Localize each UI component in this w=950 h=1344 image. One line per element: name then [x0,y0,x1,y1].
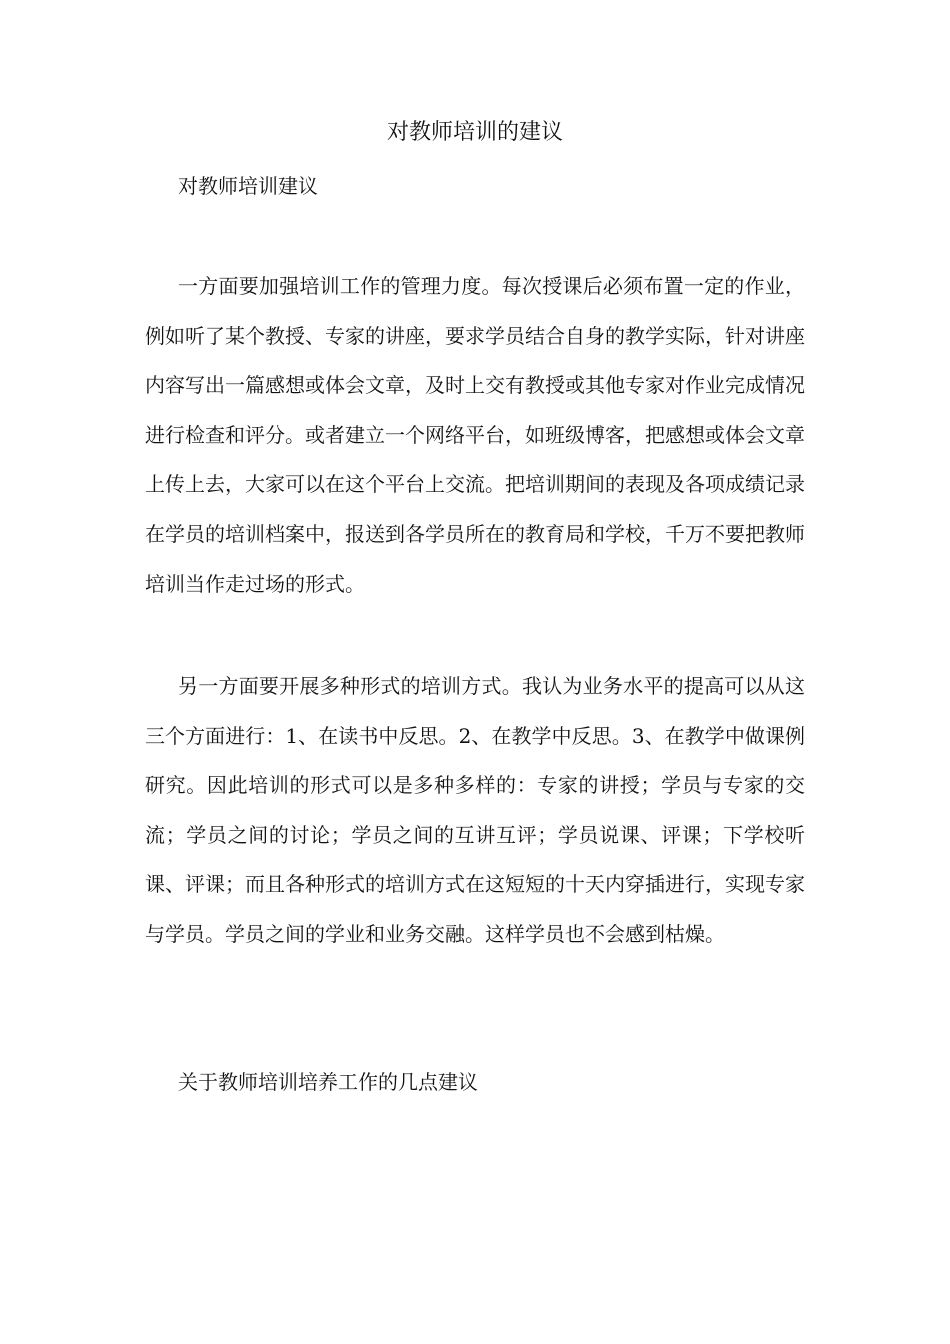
document-subtitle: 对教师培训建议 [178,174,318,198]
section-heading: 关于教师培训培养工作的几点建议 [178,1070,478,1094]
paragraph-management: 一方面要加强培训工作的管理力度。每次授课后必须布置一定的作业，例如听了某个教授、专家的讲座，要求学员结合自身的教学实际，针对讲座内容写出一篇感想或体会文章，及时上交有教授或其他专家对作业完成情况进行检查和评分。或者建立一个网络平台，如班级博客，把感想或体会文章上传上去，大家可以在这个平台上交流。把培训期间的表现及各项成绩记录在学员的培训档案中，报送到各学员所在的教育局和学校，千万不要把教师培训当作走过场的形式。 [145,274,805,596]
paragraph-training-forms: 另一方面要开展多种形式的培训方式。我认为业务水平的提高可以从这三个方面进行：1、在读书中反思。2、在教学中反思。3、在教学中做课例研究。因此培训的形式可以是多种多样的：专家的讲授；学员与专家的交流；学员之间的讨论；学员之间的互讲互评；学员说课、评课；下学校听课、评课；而且各种形式的培训方式在这短短的十天内穿插进行，实现专家与学员。学员之间的学业和业务交融。这样学员也不会感到枯燥。 [145,674,805,946]
document-title: 对教师培训的建议 [386,120,563,145]
